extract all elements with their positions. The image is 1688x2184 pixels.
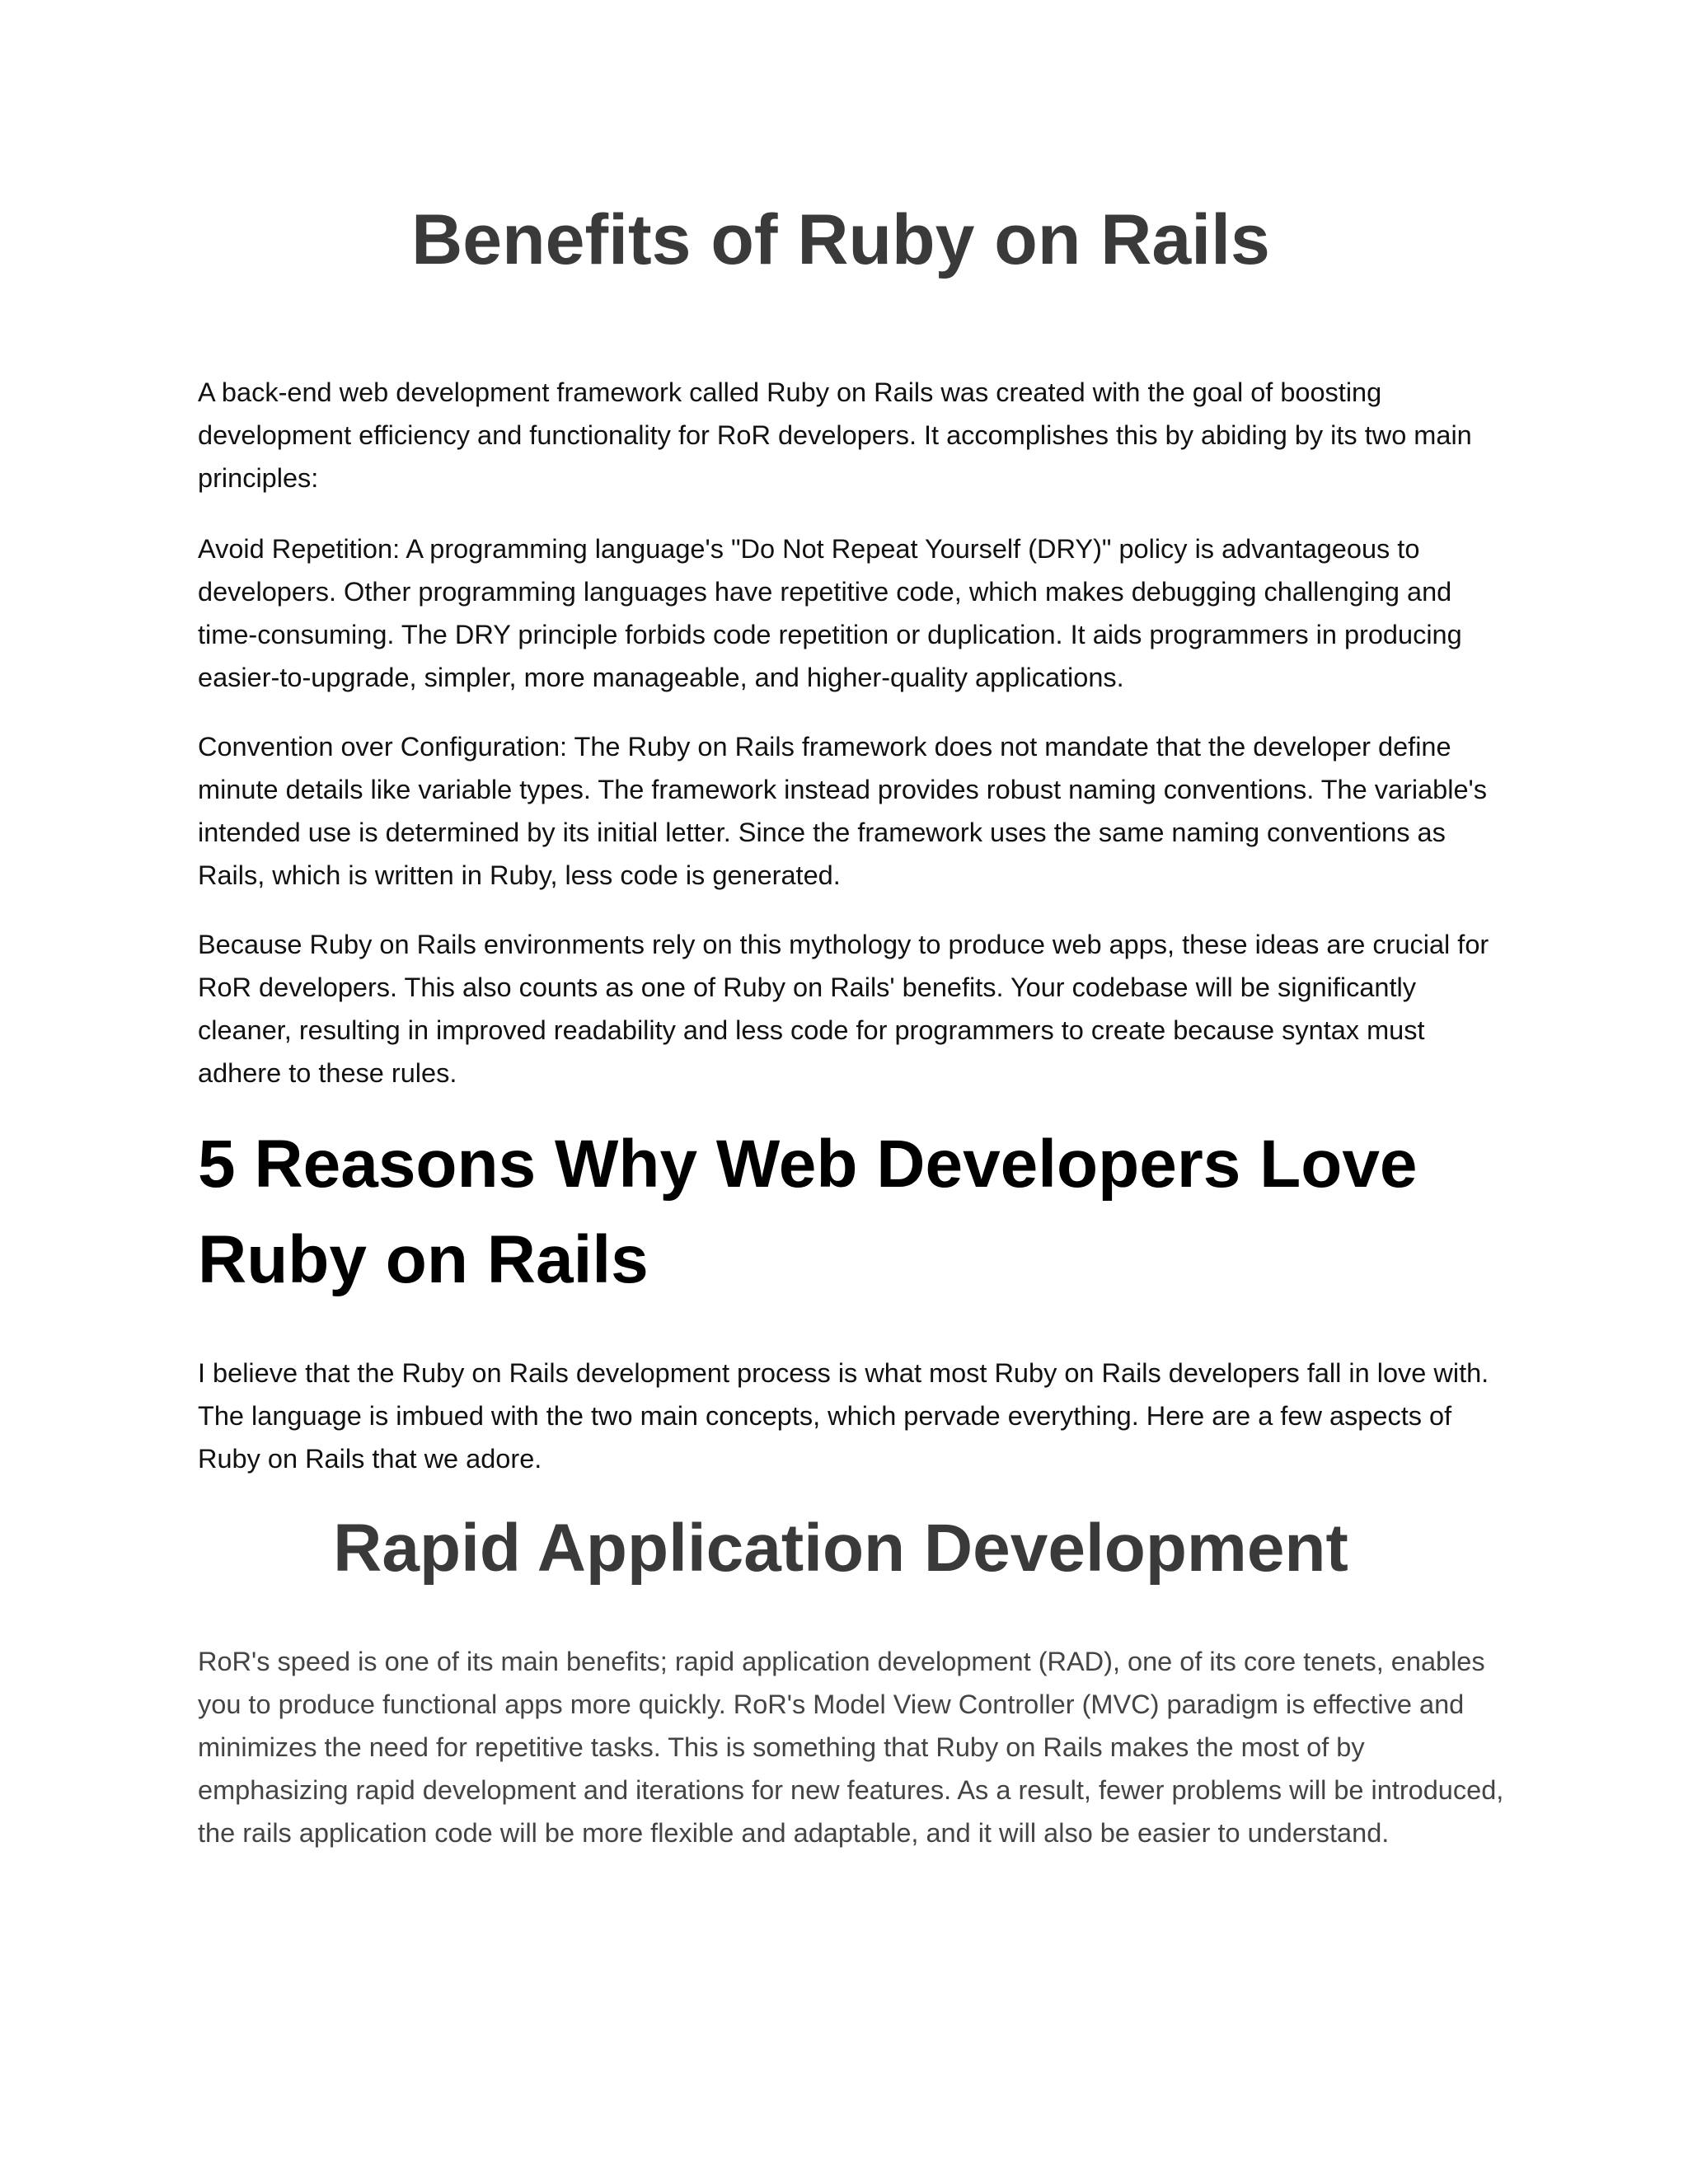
- reasons-intro-paragraph: I believe that the Ruby on Rails development process is what most Ruby on Rails developers fall in love with. The language is imbued with the two main concepts, which pervade everything. Here are a few aspects of Ruby on Rails that we adore.: [198, 1358, 1489, 1474]
- page-title: Benefits of Ruby on Rails: [411, 200, 1270, 279]
- intro-paragraph: A back-end web development framework called Ruby on Rails was created with the goal of boosting development efficiency and functionality for RoR developers. It accomplishes this by abiding by its two main principles:: [198, 377, 1472, 493]
- reasons-heading: 5 Reasons Why Web Developers Love Ruby on Rails: [198, 1127, 1418, 1297]
- convention-paragraph: Convention over Configuration: The Ruby on Rails framework does not mandate that the developer define minute details like variable types. The framework instead provides robust naming conventions. The variable's intended use is determined by its initial letter. Since the framework uses the same naming conventions as Rails, which is written in Ruby, less code is generated.: [198, 732, 1487, 890]
- avoid-repetition-paragraph: Avoid Repetition: A programming language's "Do Not Repeat Yourself (DRY)" policy is advantageous to developers. Other programming languages have repetitive code, which makes debugging challenging and time-consuming. The DRY principle forbids code repetition or duplication. It aids programmers in producing easier-to-upgrade, simpler, more manageable, and higher-quality applications.: [198, 534, 1462, 692]
- benefits-summary-paragraph: Because Ruby on Rails environments rely on this mythology to produce web apps, these ideas are crucial for RoR developers. This also counts as one of Ruby on Rails' benefits. Your codebase will be significantly cleaner, resulting in improved readability and less code for programmers to create because syntax must adhere to these rules.: [198, 930, 1489, 1088]
- rad-heading: Rapid Application Development: [333, 1511, 1348, 1586]
- rad-paragraph: RoR's speed is one of its main benefits; rapid application development (RAD), one of its core tenets, enables you to produce functional apps more quickly. RoR's Model View Controller (MVC) paradigm is effective and minimizes the need for repetitive tasks. This is something that Ruby on Rails makes the most of by emphasizing rapid development and iterations for new features. As a result, fewer problems will be introduced, the rails application code will be more flexible and adaptable, and it will also be easier to understand.: [198, 1647, 1504, 1848]
